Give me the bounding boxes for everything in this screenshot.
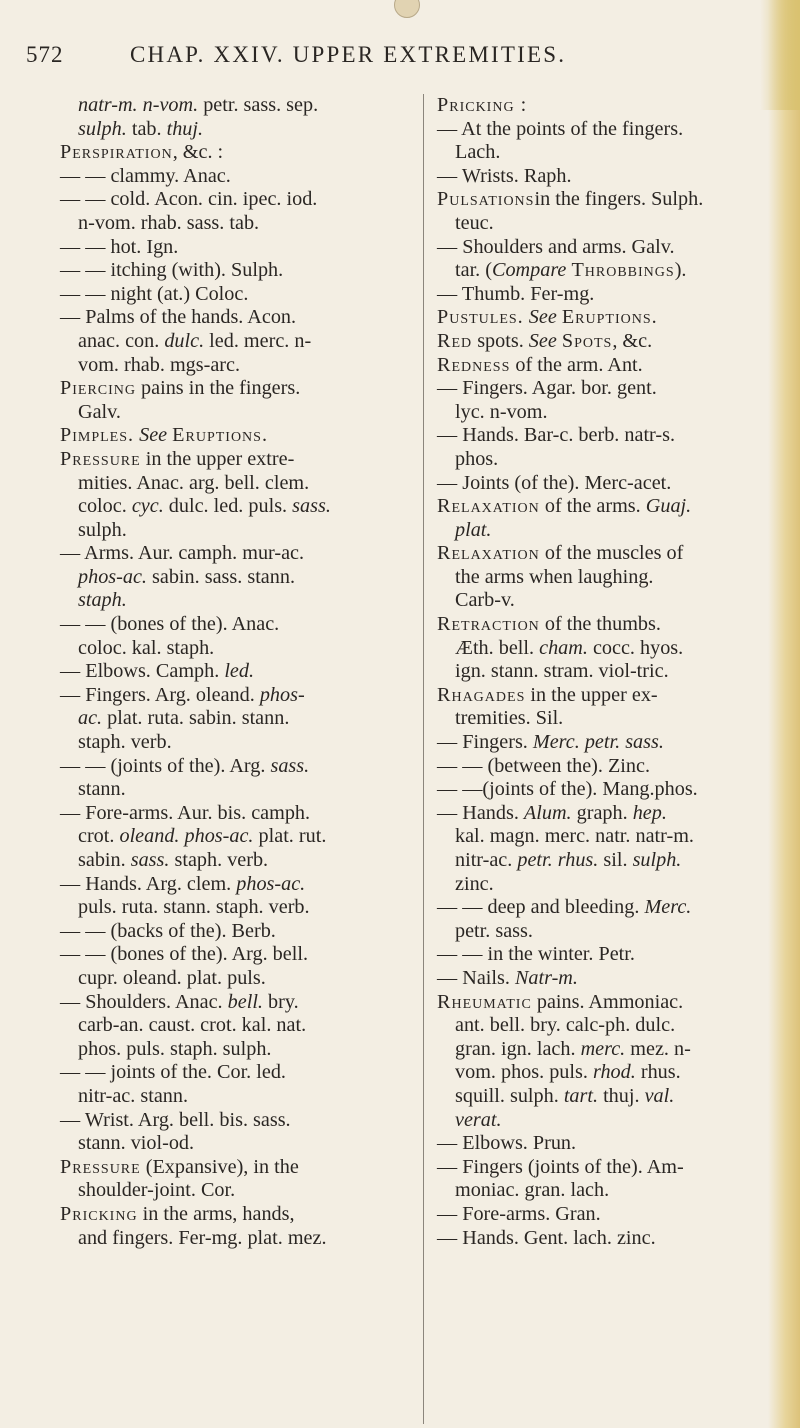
- index-line: [60, 118, 405, 142]
- index-line: [60, 165, 405, 189]
- index-text: plat. ruta. sabin. stann.: [102, 707, 290, 730]
- index-text: vom. rhab. mgs-arc.: [78, 353, 241, 376]
- index-line: [437, 943, 755, 967]
- index-text: nitr-ac.: [455, 849, 518, 871]
- index-text: See: [528, 306, 557, 329]
- index-line: [60, 802, 405, 826]
- index-text: petr. sass. sep.: [198, 94, 319, 116]
- index-line: [60, 613, 405, 637]
- index-text: — — cold. Acon. cin. ipec. iod.: [60, 188, 318, 211]
- index-line: [60, 495, 405, 519]
- index-text: sass.: [130, 849, 170, 871]
- index-text: squill. sulph.: [455, 1084, 564, 1107]
- index-line: [437, 613, 755, 637]
- index-text: verat.: [455, 1108, 502, 1131]
- index-text: natr-m. n-vom.: [78, 94, 199, 116]
- index-line: [60, 896, 405, 920]
- index-text: stann. viol-od.: [78, 1132, 195, 1155]
- index-text: phos-ac.: [236, 872, 306, 895]
- index-line: [437, 825, 755, 849]
- index-text: led. merc. n-: [204, 329, 312, 352]
- index-text: sabin.: [78, 849, 131, 871]
- index-line: [437, 330, 755, 354]
- index-line: [437, 707, 755, 731]
- index-text: Merc. petr. sass.: [532, 731, 664, 754]
- index-text: gran. ign. lach.: [455, 1037, 581, 1060]
- index-text: sulph.: [632, 849, 682, 871]
- index-text: petr. sass.: [455, 919, 533, 942]
- index-line: [60, 1179, 405, 1203]
- index-text: Pustules.: [437, 306, 524, 329]
- index-line: [437, 849, 755, 873]
- index-text: Galv.: [78, 400, 121, 423]
- index-line: [60, 141, 405, 165]
- index-text: Pressure: [60, 447, 141, 470]
- index-text: n-vom. rhab. sass. tab.: [78, 211, 260, 234]
- index-line: [60, 1227, 405, 1251]
- index-text: sabin. sass. stann.: [146, 565, 296, 588]
- index-text: Relaxation: [437, 495, 540, 518]
- index-line: [60, 188, 405, 212]
- index-text: See: [139, 424, 168, 447]
- index-text: Perspiration: [60, 141, 173, 164]
- index-line: [60, 684, 405, 708]
- index-line: [437, 188, 755, 212]
- index-text: — Fingers. Arg. oleand.: [60, 683, 260, 706]
- index-text: staph. verb.: [78, 731, 172, 754]
- index-line: [437, 141, 755, 165]
- index-text: pains. Ammoniac.: [531, 990, 684, 1013]
- index-text: — — joints of the. Cor. led.: [60, 1061, 286, 1084]
- index-line: [437, 212, 755, 236]
- index-line: [437, 165, 755, 189]
- index-text: Natr-m.: [514, 966, 578, 989]
- index-line: [60, 755, 405, 779]
- index-line: [60, 1132, 405, 1156]
- index-text: hep.: [632, 801, 667, 824]
- index-line: [60, 943, 405, 967]
- index-text: carb-an. caust. crot. kal. nat.: [78, 1014, 307, 1037]
- index-text: coloc. kal. staph.: [78, 636, 215, 659]
- page-corner-stain: [760, 0, 800, 110]
- index-text: — — clammy. Anac.: [60, 164, 231, 187]
- index-line: [60, 660, 405, 684]
- index-line: [60, 236, 405, 260]
- index-line: [60, 401, 405, 425]
- index-line: [60, 330, 405, 354]
- index-text: thuj.: [598, 1084, 645, 1107]
- index-line: [437, 354, 755, 378]
- index-text: cupr. oleand. plat. puls.: [78, 966, 266, 989]
- index-text: — Fingers.: [437, 731, 533, 754]
- index-text: of the thumbs.: [539, 613, 661, 636]
- index-text: in the fingers. Sulph.: [534, 188, 704, 211]
- index-text: , &c. :: [172, 141, 224, 164]
- index-text: oleand. phos-ac.: [119, 825, 254, 848]
- index-line: [60, 778, 405, 802]
- index-text: petr. rhus.: [517, 849, 599, 871]
- index-text: — Fore-arms. Aur. bis. camph.: [60, 801, 311, 824]
- index-text: rhus.: [635, 1061, 681, 1084]
- index-line: [437, 731, 755, 755]
- index-text: — —(joints of the). Mang.phos.: [437, 778, 698, 801]
- index-line: [437, 259, 755, 283]
- index-text: tart.: [563, 1084, 599, 1107]
- index-text: — Hands. Bar-c. berb. natr-s.: [437, 424, 676, 447]
- index-text: — Hands. Arg. clem.: [60, 872, 237, 895]
- index-text: — Joints (of the). Merc-acet.: [437, 471, 672, 494]
- page-number: 572: [26, 42, 64, 67]
- index-text: — Fore-arms. Gran.: [437, 1202, 601, 1225]
- index-line: [437, 684, 755, 708]
- index-text: — Shoulders. Anac.: [60, 990, 228, 1013]
- index-text: nitr-ac. stann.: [78, 1084, 189, 1107]
- index-text: sulph.: [78, 518, 127, 541]
- index-text: sass.: [292, 495, 331, 518]
- index-text: merc.: [580, 1037, 626, 1060]
- index-text: Alum.: [523, 801, 572, 824]
- index-text: — Elbows. Camph.: [60, 660, 225, 683]
- index-text: led.: [224, 660, 255, 683]
- index-text: phos-: [259, 683, 305, 706]
- index-text: — Arms. Aur. camph. mur-ac.: [60, 542, 305, 565]
- index-line: [437, 660, 755, 684]
- index-line: [437, 920, 755, 944]
- index-text: Pulsations: [437, 188, 535, 211]
- index-line: [60, 991, 405, 1015]
- index-text: — Hands. Gent. lach. zinc.: [437, 1226, 656, 1249]
- index-text: phos.: [455, 447, 499, 470]
- index-text: staph.: [78, 589, 127, 612]
- index-text: — — itching (with). Sulph.: [60, 259, 284, 282]
- index-line: [437, 1132, 755, 1156]
- index-line: [437, 566, 755, 590]
- index-line: [60, 1038, 405, 1062]
- index-text: Pricking: [60, 1202, 138, 1225]
- index-text: — Nails.: [437, 966, 515, 989]
- index-line: [437, 1156, 755, 1180]
- index-text: anac. con.: [78, 329, 165, 352]
- index-text: graph.: [571, 801, 633, 824]
- index-text: shoulder-joint. Cor.: [78, 1179, 236, 1202]
- index-line: [437, 495, 755, 519]
- index-line: [437, 873, 755, 897]
- index-line: [60, 873, 405, 897]
- index-text: lyc. n-vom.: [455, 400, 548, 423]
- index-line: [437, 236, 755, 260]
- index-text: — Palms of the hands. Acon.: [60, 306, 297, 329]
- index-line: [60, 94, 405, 118]
- index-text: — Thumb. Fer-mg.: [437, 282, 595, 305]
- index-text: cham.: [539, 636, 588, 659]
- column-divider: [423, 94, 424, 1424]
- index-text: sass.: [270, 754, 310, 777]
- index-text: Retraction: [437, 613, 540, 636]
- index-line: [437, 1061, 755, 1085]
- index-text: — — (backs of the). Berb.: [60, 919, 276, 942]
- index-text: See: [528, 329, 557, 352]
- index-text: Throbbings: [571, 259, 675, 282]
- index-line: [437, 755, 755, 779]
- index-text: cyc.: [131, 495, 164, 518]
- index-text: Æth. bell.: [455, 636, 540, 659]
- index-line: [60, 212, 405, 236]
- index-text: in the upper extre-: [140, 447, 295, 470]
- index-line: [60, 1156, 405, 1180]
- index-line: [60, 519, 405, 543]
- index-line: [60, 967, 405, 991]
- index-text: Pimples.: [60, 424, 135, 447]
- index-text: bry.: [262, 990, 299, 1013]
- index-text: the arms when laughing.: [455, 565, 654, 588]
- index-line: [437, 94, 755, 118]
- index-line: [437, 401, 755, 425]
- index-line: [60, 306, 405, 330]
- index-line: [437, 778, 755, 802]
- index-text: — Hands.: [437, 801, 524, 824]
- index-text: Merc.: [644, 896, 692, 919]
- index-text: of the arm. Ant.: [510, 353, 643, 376]
- index-text: in the arms, hands,: [137, 1202, 295, 1225]
- page-corner-mark: [394, 0, 420, 18]
- index-line: [437, 967, 755, 991]
- index-text: in the upper ex-: [525, 683, 658, 706]
- index-text: cocc. hyos.: [587, 636, 684, 659]
- index-text: tab.: [126, 117, 167, 140]
- index-line: [60, 825, 405, 849]
- index-line: [60, 731, 405, 755]
- index-text: staph. verb.: [169, 849, 269, 871]
- index-line: [60, 849, 405, 873]
- index-text: dulc.: [164, 329, 205, 352]
- index-text: pains in the fingers.: [136, 377, 301, 400]
- index-text: Pressure: [60, 1155, 141, 1178]
- index-line: [60, 1061, 405, 1085]
- index-text: Redness: [437, 353, 511, 376]
- index-text: sil.: [598, 849, 633, 871]
- index-text: phos. puls. staph. sulph.: [78, 1037, 272, 1060]
- index-text: ant. bell. bry. calc-ph. dulc.: [455, 1014, 676, 1037]
- index-line: [437, 118, 755, 142]
- index-line: [60, 1109, 405, 1133]
- index-text: — — hot. Ign.: [60, 235, 179, 258]
- index-text: — Wrists. Raph.: [437, 164, 572, 187]
- index-text: sulph.: [78, 117, 127, 140]
- index-line: [437, 448, 755, 472]
- index-text: — Shoulders and arms. Galv.: [437, 235, 675, 258]
- index-text: Lach.: [455, 141, 501, 164]
- index-line: [60, 472, 405, 496]
- index-text: — — (joints of the). Arg.: [60, 754, 271, 777]
- index-text: spots.: [472, 329, 529, 352]
- index-line: [60, 424, 405, 448]
- index-text: rhod.: [592, 1061, 636, 1084]
- index-line: [437, 1014, 755, 1038]
- index-text: — Fingers. Agar. bor. gent.: [437, 377, 657, 400]
- index-line: [437, 896, 755, 920]
- index-text: zinc.: [455, 872, 494, 895]
- index-line: [60, 377, 405, 401]
- index-line: [437, 283, 755, 307]
- index-text: tar. (: [455, 259, 492, 282]
- index-line: [60, 448, 405, 472]
- index-line: [437, 637, 755, 661]
- index-text: Eruptions.: [172, 424, 269, 447]
- index-text: thuj.: [166, 117, 204, 140]
- index-line: [437, 1109, 755, 1133]
- index-line: [437, 1227, 755, 1251]
- index-text: moniac. gran. lach.: [455, 1179, 610, 1202]
- index-line: [437, 472, 755, 496]
- index-text: Spots: [561, 329, 613, 352]
- index-line: [437, 306, 755, 330]
- index-line: [437, 542, 755, 566]
- index-line: [437, 589, 755, 613]
- index-text: — Elbows. Prun.: [437, 1132, 577, 1155]
- index-text: — Wrist. Arg. bell. bis. sass.: [60, 1108, 291, 1131]
- index-line: [60, 707, 405, 731]
- index-text: mities. Anac. arg. bell. clem.: [78, 471, 310, 494]
- index-line: [437, 802, 755, 826]
- index-line: [60, 589, 405, 613]
- index-text: kal. magn. merc. natr. natr-m.: [455, 825, 694, 848]
- index-text: mez. n-: [625, 1037, 691, 1060]
- left-column: [60, 94, 405, 1250]
- index-text: — — (bones of the). Arg. bell.: [60, 943, 309, 966]
- index-text: Rhagades: [437, 683, 526, 706]
- index-text: phos-ac.: [78, 565, 147, 588]
- index-line: [60, 920, 405, 944]
- index-text: plat.: [455, 518, 492, 541]
- index-text: ).: [674, 259, 687, 282]
- index-text: bell.: [227, 990, 263, 1013]
- index-line: [60, 1085, 405, 1109]
- index-text: stann.: [78, 778, 126, 801]
- index-text: Compare: [492, 259, 567, 282]
- index-text: plat. rut.: [253, 825, 327, 848]
- index-text: — — deep and bleeding.: [437, 896, 645, 919]
- index-text: vom. phos. puls.: [455, 1061, 593, 1084]
- index-text: dulc. led. puls.: [163, 495, 293, 518]
- index-text: — Fingers (joints of the). Am-: [437, 1155, 684, 1178]
- index-line: [60, 637, 405, 661]
- index-text: Piercing: [60, 377, 136, 400]
- index-line: [60, 566, 405, 590]
- index-text: of the arms.: [539, 495, 646, 518]
- index-line: [437, 1085, 755, 1109]
- right-column: [437, 94, 755, 1250]
- index-text: — — (bones of the). Anac.: [60, 613, 280, 636]
- index-text: — — night (at.) Coloc.: [60, 282, 249, 305]
- index-line: [437, 1179, 755, 1203]
- index-text: — At the points of the fingers.: [437, 117, 684, 140]
- index-text: Guaj.: [645, 495, 692, 518]
- index-text: puls. ruta. stann. staph. verb.: [78, 896, 310, 919]
- index-line: [437, 1203, 755, 1227]
- page-edge-stain: [768, 0, 800, 1428]
- index-text: Eruptions.: [561, 306, 658, 329]
- index-text: teuc.: [455, 211, 494, 234]
- index-text: of the muscles of: [539, 542, 684, 565]
- index-line: [60, 259, 405, 283]
- index-text: (Expansive), in the: [140, 1155, 299, 1178]
- index-text: val.: [644, 1084, 675, 1107]
- index-line: [60, 354, 405, 378]
- index-line: [437, 377, 755, 401]
- index-line: [437, 519, 755, 543]
- index-text: crot.: [78, 825, 120, 848]
- index-line: [60, 283, 405, 307]
- index-text: — — (between the). Zinc.: [437, 754, 651, 777]
- index-text: , &c.: [612, 329, 653, 352]
- index-text: tremities. Sil.: [455, 707, 564, 730]
- index-line: [437, 991, 755, 1015]
- index-text: Pricking :: [437, 94, 528, 116]
- running-header: [26, 42, 740, 76]
- index-text: Rheumatic: [437, 990, 532, 1013]
- index-line: [437, 424, 755, 448]
- index-line: [437, 1038, 755, 1062]
- running-title: CHAP. XXIV. UPPER EXTREMITIES.: [130, 42, 567, 67]
- index-line: [60, 542, 405, 566]
- index-text: Carb-v.: [455, 589, 515, 612]
- index-text: Relaxation: [437, 542, 540, 565]
- index-line: [60, 1014, 405, 1038]
- index-text: and fingers. Fer-mg. plat. mez.: [78, 1226, 327, 1249]
- index-line: [60, 1203, 405, 1227]
- index-text: ign. stann. stram. viol-tric.: [455, 660, 669, 683]
- index-text: Red: [437, 329, 473, 352]
- index-text: coloc.: [78, 495, 132, 518]
- index-text: ac.: [78, 707, 103, 730]
- index-text: — — in the winter. Petr.: [437, 943, 635, 966]
